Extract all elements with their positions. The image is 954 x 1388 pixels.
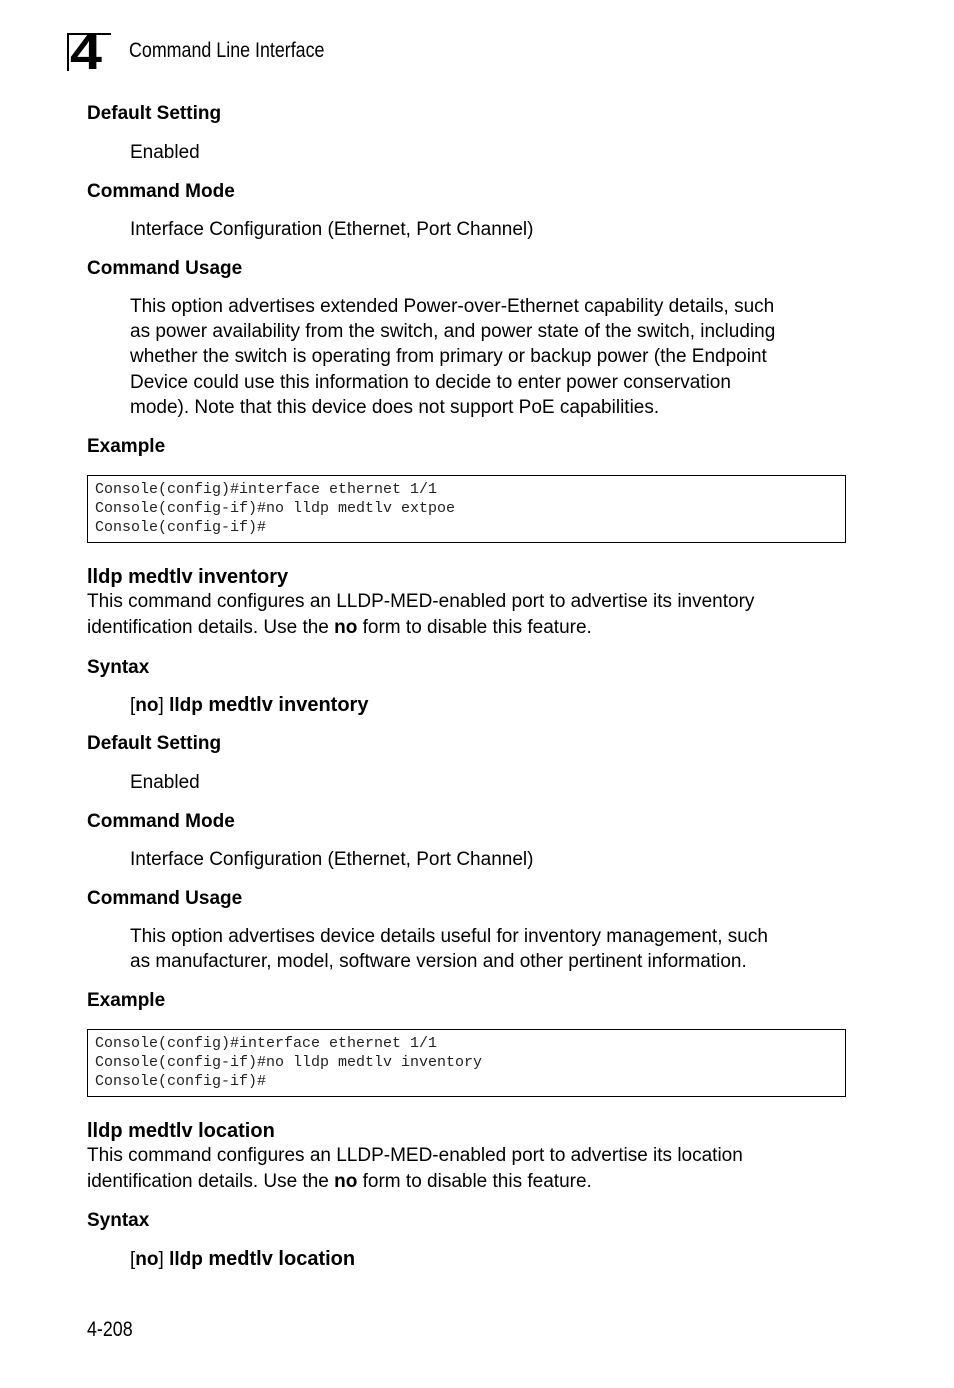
code-example-box [87,475,846,543]
command-usage-text [130,924,850,974]
syntax-line [130,1246,355,1273]
code-example-box [87,1029,846,1097]
description-line [87,615,847,641]
code-line: Console(config-if)#no lldp medtlv inventory [95,1054,483,1071]
syntax-lldp: lldp [169,1249,203,1270]
command-description [87,589,847,641]
usage-line: as manufacturer, model, software version and other pertinent information. [130,951,747,973]
command-mode-heading: Command Mode [87,811,235,832]
default-setting-heading: Default Setting [87,733,222,754]
example-heading: Example [87,990,166,1011]
command-title: lldp medtlv location [87,1120,275,1142]
default-setting-value: Enabled [130,772,200,793]
example-heading: Example [87,436,166,457]
syntax-heading: Syntax [87,657,150,678]
syntax-command: medtlv location [202,1248,356,1270]
code-line: Console(config-if)#no lldp medtlv extpoe [95,500,456,517]
command-usage-heading: Command Usage [87,258,243,279]
running-header-title: Command Line Interface [129,39,325,62]
description-text: identification details. Use the [87,617,335,638]
code-line: Console(config)#interface ethernet 1/1 [95,1035,438,1052]
command-usage-heading: Command Usage [87,888,243,909]
command-usage-text [130,294,850,420]
code-line: Console(config-if)# [95,1073,267,1090]
syntax-no: no [135,1249,159,1270]
usage-line: as power availability from the switch, and power state of the switch, including [130,321,776,343]
syntax-bracket: [ [130,695,136,716]
usage-line: Device could use this information to decide to enter power conservation [130,371,731,393]
syntax-heading: Syntax [87,1210,150,1231]
default-setting-heading: Default Setting [87,103,222,124]
description-text: identification details. Use the [87,1171,335,1192]
page-number: 4-208 [87,1318,133,1341]
syntax-line [130,692,368,719]
syntax-bracket: ] [158,1249,170,1270]
usage-line: This option advertises device details useful for inventory management, such [130,926,768,947]
description-bold: no [334,1171,358,1192]
syntax-bracket: [ [130,1249,136,1270]
syntax-command: medtlv inventory [202,694,369,716]
default-setting-value: Enabled [130,142,200,163]
description-text: form to disable this feature. [357,1171,592,1192]
syntax-no: no [135,695,159,716]
chapter-number: 4 [70,24,102,80]
command-mode-value: Interface Configuration (Ethernet, Port Channel) [130,219,534,240]
description-bold: no [334,617,358,638]
usage-line: This option advertises extended Power-over-Ethernet capability details, such [130,296,775,317]
description-line: This command configures an LLDP-MED-enabled port to advertise its location [87,1145,743,1166]
description-line [87,1169,847,1195]
description-text: form to disable this feature. [357,617,592,638]
code-line: Console(config)#interface ethernet 1/1 [95,481,438,498]
command-title: lldp medtlv inventory [87,566,289,588]
code-line: Console(config-if)# [95,519,267,536]
description-line: This command configures an LLDP-MED-enabled port to advertise its inventory [87,591,755,612]
syntax-lldp: lldp [169,695,203,716]
usage-line: whether the switch is operating from primary or backup power (the Endpoint [130,346,767,368]
command-mode-value: Interface Configuration (Ethernet, Port Channel) [130,849,534,870]
syntax-bracket: ] [158,695,170,716]
usage-line: mode). Note that this device does not support PoE capabilities. [130,396,660,418]
command-mode-heading: Command Mode [87,181,235,202]
command-description [87,1143,847,1195]
